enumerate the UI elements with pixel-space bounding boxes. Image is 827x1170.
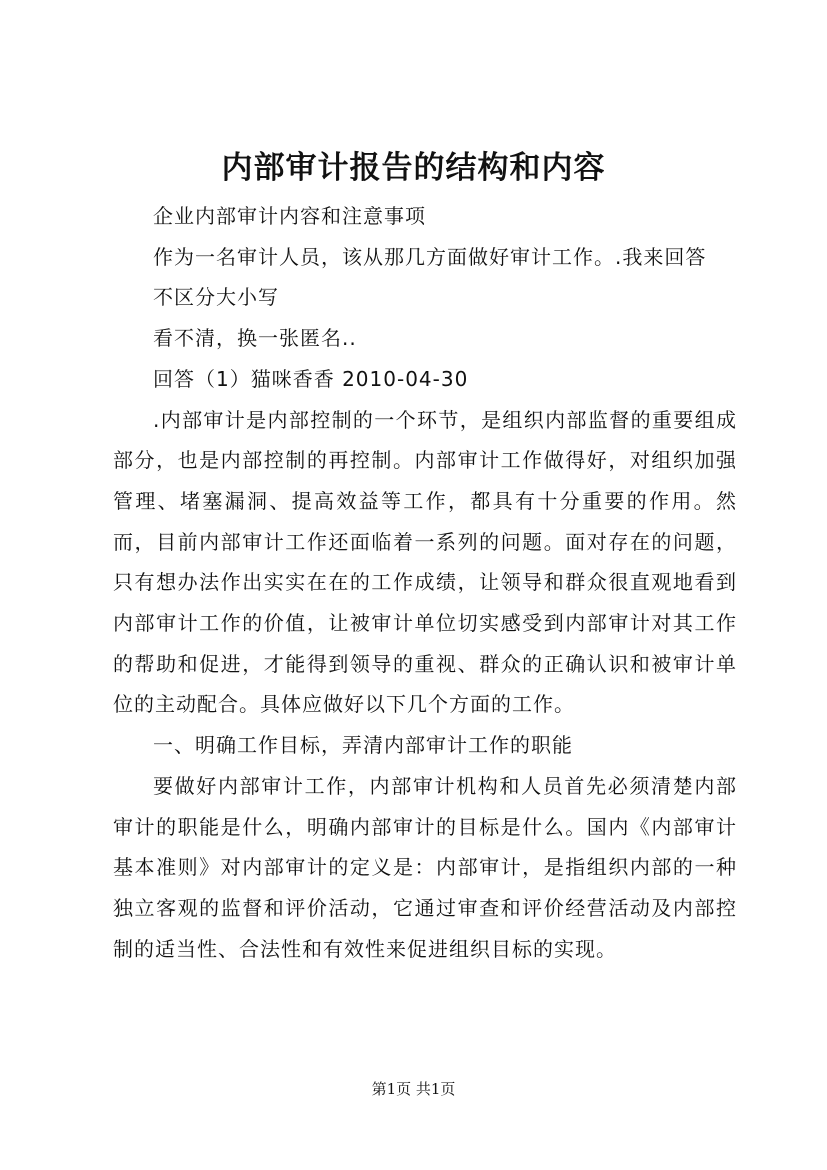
- paragraph-question: 作为一名审计人员，该从那几方面做好审计工作。.我来回答: [153, 244, 707, 269]
- page-number-footer: 第1页 共1页: [371, 1080, 456, 1098]
- paragraph-intro: .内部审计是内部控制的一个环节，是组织内部监督的重要组成部分，也是内部控制的再控制。内部审计工作做得好，对组织加强管理、堵塞漏洞、提高效益等工作，都具有十分重要的作用。然而，目前内部审计工作还面临着一系列的问题。面对存在的问题，只有想办法作出实实在在的工作成绩，让领导和群众很直观地看到内部审计工作的价值，让被审计单位切实感受到内部审计对其工作的帮助和促进，才能得到领导的重视、群众的正确认识和被审计单位的主动配合。具体应做好以下几个方面的工作。: [113, 407, 737, 717]
- paragraph-captcha-note: 看不清，换一张匿名..: [153, 326, 357, 351]
- document-title: 内部审计报告的结构和内容: [221, 150, 606, 186]
- document-body: [113, 196, 737, 969]
- paragraph-subtitle: 企业内部审计内容和注意事项: [153, 204, 426, 228]
- paragraph-answer-meta: 回答（1）猫咪香香 2010-04-30: [153, 366, 469, 391]
- paragraph-section-heading: 一、明确工作目标，弄清内部审计工作的职能: [153, 733, 573, 758]
- paragraph-case-note: 不区分大小写: [153, 285, 279, 310]
- paragraph-definition: 要做好内部审计工作，内部审计机构和人员首先必须清楚内部审计的职能是什么，明确内部审计的目标是什么。国内《内部审计基本准则》对内部审计的定义是：内部审计，是指组织内部的一种独立客观的监督和评价活动，它通过审查和评价经营活动及内部控制的适当性、合法性和有效性来促进组织目标的实现。: [113, 773, 737, 961]
